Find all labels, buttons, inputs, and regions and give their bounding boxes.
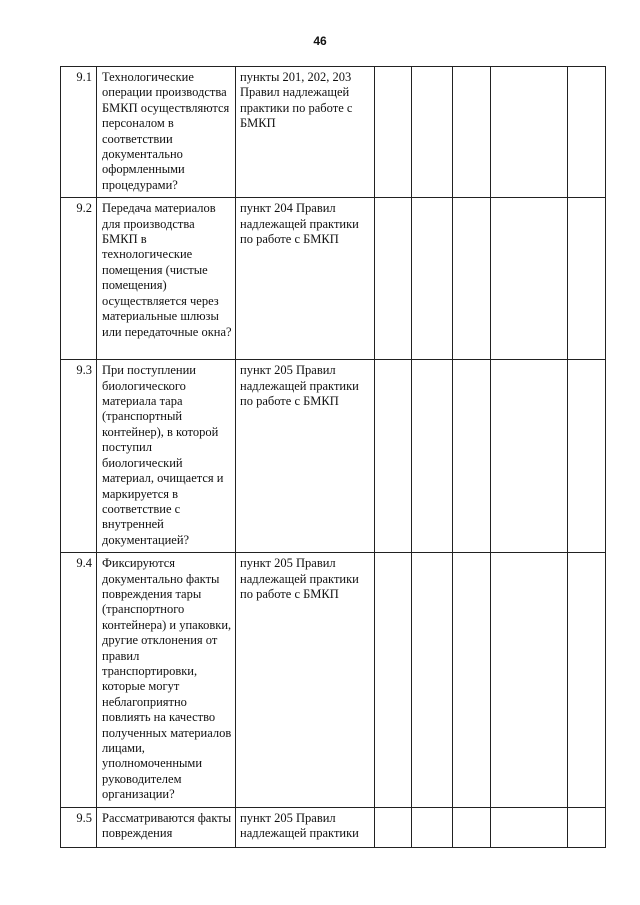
requirement-question: При поступлении биологического материала тара (транспортный контейнер), в которой поступил биологический материал, очищается и маркируется в соответствие с внутренней документацией? (97, 360, 236, 553)
note-cell[interactable] (491, 807, 568, 847)
requirement-question: Передача материалов для производства БМКП в технологические помещения (чистые помещения) осуществляется через материальные шлюзы или передаточные окна? (97, 198, 236, 360)
extra-cell[interactable] (568, 67, 606, 198)
answer-na-cell[interactable] (453, 67, 491, 198)
answer-na-cell[interactable] (453, 553, 491, 808)
answer-na-cell[interactable] (453, 360, 491, 553)
answer-yes-cell[interactable] (375, 198, 412, 360)
answer-no-cell[interactable] (412, 67, 453, 198)
table-row (61, 198, 606, 360)
answer-na-cell[interactable] (453, 198, 491, 360)
extra-cell[interactable] (568, 198, 606, 360)
extra-cell[interactable] (568, 553, 606, 808)
row-number: 9.1 (61, 67, 97, 198)
answer-yes-cell[interactable] (375, 553, 412, 808)
row-number: 9.3 (61, 360, 97, 553)
note-cell[interactable] (491, 67, 568, 198)
extra-cell[interactable] (568, 807, 606, 847)
regulation-reference: пункт 205 Правил надлежащей практики по работе с БМКП (236, 360, 375, 553)
answer-no-cell[interactable] (412, 198, 453, 360)
regulation-reference: пункт 205 Правил надлежащей практики (236, 807, 375, 847)
row-number: 9.4 (61, 553, 97, 808)
answer-yes-cell[interactable] (375, 67, 412, 198)
note-cell[interactable] (491, 198, 568, 360)
extra-cell[interactable] (568, 360, 606, 553)
row-number: 9.2 (61, 198, 97, 360)
regulation-reference: пункт 204 Правил надлежащей практики по работе с БМКП (236, 198, 375, 360)
table-row (61, 553, 606, 808)
requirement-question: Технологические операции производства БМКП осуществляются персоналом в соответствии документально оформленными процедурами? (97, 67, 236, 198)
page-number: 46 (313, 34, 327, 48)
checklist-table (60, 66, 606, 848)
regulation-reference: пункт 205 Правил надлежащей практики по работе с БМКП (236, 553, 375, 808)
answer-no-cell[interactable] (412, 807, 453, 847)
note-cell[interactable] (491, 553, 568, 808)
requirement-question: Фиксируются документально факты повреждения тары (транспортного контейнера) и упаковки, другие отклонения от правил транспортировки, которые могут неблагоприятно повлиять на качество полученных материалов лицами, уполномоченными руководителем организации? (97, 553, 236, 808)
answer-yes-cell[interactable] (375, 360, 412, 553)
answer-yes-cell[interactable] (375, 807, 412, 847)
table-row (61, 67, 606, 198)
row-number: 9.5 (61, 807, 97, 847)
answer-no-cell[interactable] (412, 553, 453, 808)
requirement-question: Рассматриваются факты повреждения (97, 807, 236, 847)
answer-no-cell[interactable] (412, 360, 453, 553)
answer-na-cell[interactable] (453, 807, 491, 847)
table-row (61, 807, 606, 847)
regulation-reference: пункты 201, 202, 203 Правил надлежащей практики по работе с БМКП (236, 67, 375, 198)
table-row (61, 360, 606, 553)
note-cell[interactable] (491, 360, 568, 553)
